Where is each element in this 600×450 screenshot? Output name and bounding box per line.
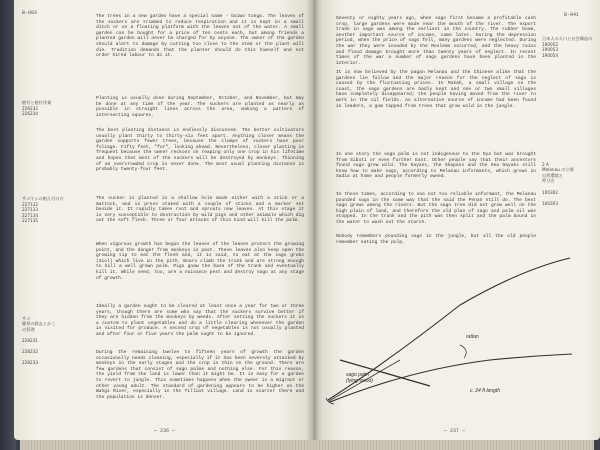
margin-ref: 100302: [542, 189, 558, 195]
right-paragraph-4: In these times, according to one not too reliable informant, the Melanau pounded sago in the same way that the said the Penan still do. The best sago grows among the rivers. But the sago tree did not grow well on the high plain of land, and therefore the old plan of sago and palm oil was stopped. In the trunk and the pith was then split and the palm bound in the water to wash out the starch.: [336, 192, 536, 225]
left-paragraph-6: Ideally a garden ought to be cleared at least once a year for two or three years, though there are some who say that the suckers survive better if they are hidden from the monkeys by weeds. After setting the suckers it is a custom to plant vegetables and do a little clearing whenever the garden is visited for produce. A second crop of vegetables is not usually planted and after four or five years the palm ought to be ignored.: [96, 304, 304, 337]
margin-ref: 190052: [542, 41, 558, 47]
page-block-edge: [20, 440, 594, 450]
margin-note-title: サゴヤシの植え付け方: [22, 196, 64, 201]
margin-ref: 190054: [542, 52, 558, 58]
margin-note-title: 日本人の人口と社会構造の: [542, 36, 593, 41]
margin-ref: 228233: [22, 360, 38, 366]
figure-caption: c. 24 ft length: [470, 388, 501, 394]
margin-ref: 226234: [22, 111, 38, 117]
left-margin-note-1: [22, 100, 66, 117]
right-page-number: — 237 —: [444, 428, 466, 434]
open-book: [14, 0, 600, 450]
right-margin-note-2: [542, 156, 594, 212]
left-paragraph-3: The best planting distance is endlessly discussed. The better cultivators usually plant thirty to thirty-six feet apart. Anything closer means the garden supports fewer trees, because the clumps of suckers have poor foliage. Fifty feet, "for", looking ahead. Nevertheless, closer planting is frequent because the owner reckons on reaping only one crop in his lifetime and hopes that most of the suckers will be destroyed by monkeys. Thinning of an overcrowded crop is never done. The most usual planting distance is probably twenty-four feet.: [96, 128, 304, 173]
margin-ref: 227133: [22, 207, 38, 213]
left-margin-note-3: [22, 310, 66, 372]
left-paragraph-1: The trees in a new garden have a special name - baiwo tunga. The leaves of the suckers are trimmed to reduce respiration and it is kept in a small ditch or on a floating platform with the leaves out of the water. A small garden can be bought for a price of ten cents each, but among friends a planted garden will never be charged for by anyone. The owner of the garden should alert to damage by cutting too close to the stem or the plant will die. Tradition demands that the planter should do this himself and not order hired labour to do it.: [96, 14, 304, 59]
label-rattan: rattan: [466, 334, 479, 340]
right-page: [314, 0, 600, 440]
right-paragraph-3: In one story the sago palm is not indigenous to the Oya but was brought from Sibuti or even further East. Other people say that their ancestors found sago grew wild. The Kayans, the Skapans and the Sea Dayaks still know how to make sago, according to Melanau informants, which grows in Sadia at home and people formerly owned.: [336, 152, 536, 180]
label-sago-palm: sago palm (lying wood): [346, 372, 373, 384]
right-margin-note-1: [542, 36, 594, 58]
margin-ref: 227135: [22, 218, 38, 224]
margin-ref: 228232: [22, 349, 38, 355]
left-paragraph-7: During the remaining twelve to fifteen years of growth the garden occasionally needs cleaning, especially if it has been severely attacked by monkeys in the early stages and the crop is thin on the ground. There are few gardens that consist of sago palms and nothing else. For this reason, the yield from the land is lower than it might be. It is easy for a garden to revert to jungle. This sometimes happens when the owner is a migrant or other young adult. The standard of gardening appears to be higher on the Wahgi River, especially in the Tilliat village. Land is scarcer there and the population is denser.: [96, 350, 304, 400]
left-margin-note-2: [22, 196, 66, 224]
figure-drawing: [320, 250, 590, 410]
margin-ref: 100303: [542, 200, 558, 206]
margin-note-title: サゴ 雑草の除去とかこ の管理: [22, 315, 56, 332]
right-paragraph-2: It is now believed by the pagan Melanau and the Chinese alike that the gardens lie fallow and the major reason for the neglect of sago is caused by the fluctuating prices. In Mukah, a small village on the coast, the sago gardens are badly kept and one or two small villages have completely disappeared; the people having moved from the river to work in the oil fields. An alternative source of income had been found in leaders, a gum tapped from trees that grow wild in the jungle.: [336, 70, 536, 109]
left-header-code: B-003: [22, 10, 38, 16]
right-paragraph-1: Seventy or eighty years ago, when sago first became a profitable cash crop, large gardens were made near the mouth of the river. The export trade in sago was among the earliest in the country. The rubber boom, another important source of income, came later. During the depression period, when the price of sago fell, many gardens were neglected. During the war they were invaded by the Moslems occurred, and the heavy rains and flood damage brought more than twenty years of neglect. In recent times of the war a number of sago gardens have been planted in the interior.: [336, 16, 536, 66]
left-page-number: — 236 —: [154, 428, 176, 434]
margin-ref: 226232: [22, 105, 38, 111]
margin-note-title: 植付と植付作業: [22, 100, 52, 105]
margin-note-title: 2 A Melanau の立場 自然環境と 呼び名: [542, 161, 574, 184]
right-paragraph-5: Nobody remembers pounding sago in the jungle, but all the old people remember eating the pulp.: [336, 234, 536, 245]
left-paragraph-2: Planting is usually done during September, October, and November, but may be done at any time of the year. The suckers are planted as nearly as possible in straight lines across the area, making a pattern of intersecting squares.: [96, 96, 304, 118]
margin-ref: 227132: [22, 201, 38, 207]
rattan-sago-figure: [320, 250, 590, 410]
book-gutter: [306, 0, 322, 440]
right-header-code: B-041: [564, 12, 580, 18]
rattan-pointer-arc: [460, 345, 466, 358]
left-paragraph-4: The sucker is planted in a shallow hole made either with a stick or a mattock, and is press staked with a couple of sticks and a marker set beside it. It rapidly takes root and sprouts new leaves. At this stage it is very susceptible to destruction by wild pigs and other animals which dig out the soft flesh. Three or four attacks of this kind will kill the palm.: [96, 196, 304, 224]
margin-ref: 227134: [22, 212, 38, 218]
margin-ref: 228231: [22, 337, 38, 343]
left-paragraph-5: When vigorous growth has begun the leaves of the leaves protect the growing point, and the danger from monkeys is past. These leaves also keep open the growing tip to eat the flesh and, it is said, to eat at the sago grubs (Siol) which live in the pith. Boars climb the trunk and are strong enough to kill a well grown palm. Pigs gnaw the base of the trunk and eventually kill it. While seed, too, are a nuisance pest and destroy sago at any stage of growth.: [96, 242, 304, 281]
left-page: [14, 0, 314, 440]
margin-ref: 190053: [542, 47, 558, 53]
